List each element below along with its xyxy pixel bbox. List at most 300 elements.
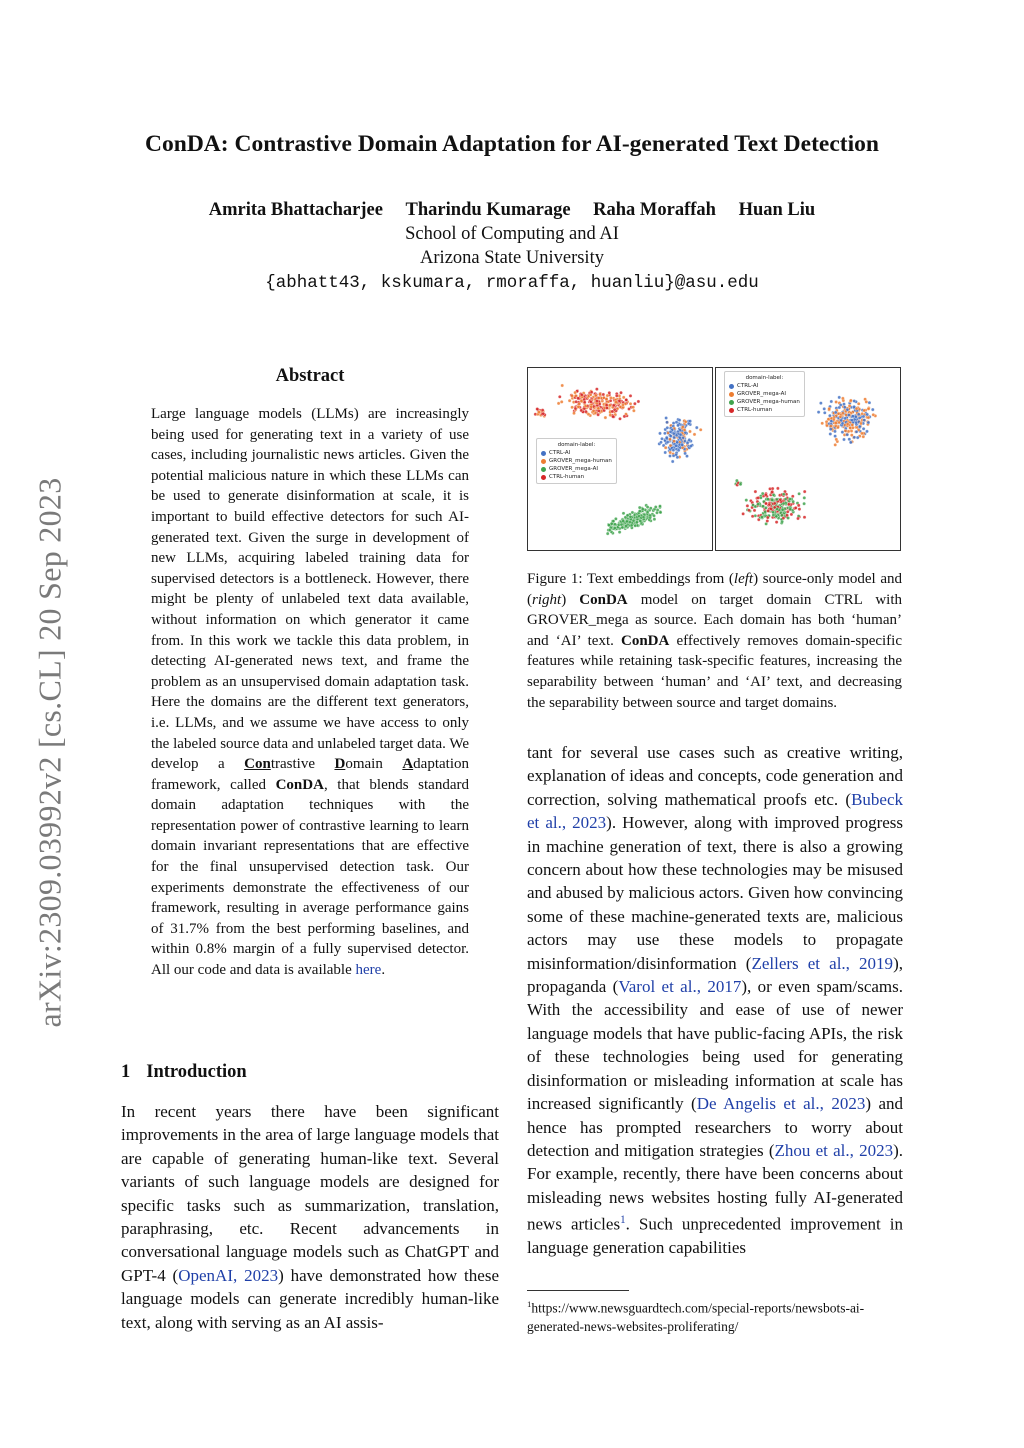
embedding-point <box>676 456 679 459</box>
embedding-point <box>823 411 826 414</box>
embedding-point <box>629 394 632 397</box>
legend-title: domain-label: <box>557 442 596 448</box>
citation-link[interactable]: Zhou et al., 2023 <box>774 1140 894 1160</box>
embedding-point <box>602 393 605 396</box>
embedding-point <box>849 441 852 444</box>
code-data-link[interactable]: here <box>355 962 382 979</box>
embedding-point <box>621 403 624 406</box>
embedding-point <box>847 430 850 433</box>
author: Raha Moraffah <box>593 200 716 220</box>
embedding-point <box>654 505 657 508</box>
embedding-point <box>571 406 574 409</box>
embedding-point <box>560 400 563 403</box>
embedding-point <box>572 412 575 415</box>
legend-dot <box>729 384 734 389</box>
embedding-point <box>638 506 641 509</box>
legend-dot <box>541 459 546 464</box>
embedding-point <box>854 415 857 418</box>
author-list <box>0 200 1024 221</box>
embedding-point <box>756 503 759 506</box>
embedding-point <box>597 413 600 416</box>
embedding-point <box>754 505 757 508</box>
embedding-point <box>862 415 865 418</box>
embedding-point <box>766 509 769 512</box>
author-emails: {abhatt43, kskumara, rmoraffa, huanliu}@asu.edu <box>265 273 759 293</box>
embedding-point <box>672 422 675 425</box>
embedding-point <box>665 416 668 419</box>
caption-part: model on target domain CTRL with GROVER_mega as source. Each domain has both ‘human’ and ‘AI’ text. <box>527 591 902 649</box>
embedding-point <box>862 435 865 438</box>
embedding-point <box>620 523 623 526</box>
embedding-point <box>634 524 637 527</box>
legend-entry <box>541 473 612 481</box>
legend-dot <box>729 400 734 405</box>
embedding-point <box>629 515 632 518</box>
embedding-point <box>689 445 692 448</box>
embedding-point <box>609 399 612 402</box>
embedding-point <box>675 444 678 447</box>
embedding-point <box>866 413 869 416</box>
footnote-number: 1 <box>527 1299 532 1309</box>
embedding-point <box>835 438 838 441</box>
conda-name: ConDA <box>620 632 670 649</box>
embedding-plot-right <box>715 367 901 551</box>
embedding-point <box>673 440 676 443</box>
embedding-point <box>666 426 669 429</box>
embedding-point <box>571 394 574 397</box>
embedding-point <box>608 391 611 394</box>
embedding-point <box>797 504 800 507</box>
legend-right <box>724 371 805 417</box>
embedding-point <box>665 436 668 439</box>
embedding-point <box>760 515 763 518</box>
embedding-point <box>853 399 856 402</box>
body-part: tant for several use cases such as creative writing, explanation of ideas and concepts, code generation and correction, solving mathematical proofs etc. ( <box>527 743 903 809</box>
embedding-point <box>798 508 801 511</box>
citation-link[interactable]: Bubeck et al., 2023 <box>527 789 903 833</box>
embedding-point <box>583 398 586 401</box>
embedding-point <box>829 425 832 428</box>
embedding-point <box>789 508 792 511</box>
embedding-point <box>618 531 621 534</box>
embedding-point <box>649 514 652 517</box>
abstract-part: daptation framework, called <box>151 756 469 793</box>
embedding-point <box>833 430 836 433</box>
embedding-point <box>747 509 750 512</box>
embedding-point <box>788 497 791 500</box>
embedding-point <box>851 415 854 418</box>
embedding-point <box>867 407 870 410</box>
footnote-rule <box>527 1290 629 1291</box>
embedding-point <box>592 409 595 412</box>
legend-left <box>536 438 617 484</box>
embedding-point <box>612 404 615 407</box>
embedding-point <box>766 519 769 522</box>
legend-dot <box>541 475 546 480</box>
embedding-point <box>637 400 640 403</box>
legend-dot <box>729 392 734 397</box>
embedding-point <box>771 490 774 493</box>
embedding-point <box>771 498 774 501</box>
embedding-point <box>574 391 577 394</box>
embedding-point <box>848 404 851 407</box>
embedding-point <box>849 426 852 429</box>
embedding-point <box>635 521 638 524</box>
embedding-point <box>840 419 843 422</box>
embedding-point <box>652 514 655 517</box>
embedding-point <box>622 512 625 515</box>
embedding-point <box>590 405 593 408</box>
embedding-point <box>675 421 678 424</box>
embedding-point <box>623 415 626 418</box>
affiliation-university: Arizona State University <box>420 248 604 268</box>
embedding-point <box>668 454 671 457</box>
embedding-point <box>825 424 828 427</box>
arxiv-identifier: arXiv:2309.03992v2 [cs.CL] 20 Sep 2023 <box>31 476 68 1028</box>
legend-entry <box>729 390 800 398</box>
embedding-point <box>803 502 806 505</box>
legend-entry <box>541 465 612 473</box>
embedding-point <box>742 512 745 515</box>
legend-label: CTRL-human <box>549 474 585 480</box>
figure-caption <box>527 569 902 713</box>
embedding-point <box>618 417 621 420</box>
embedding-point <box>672 436 675 439</box>
legend-label: GROVER_mega-AI <box>737 391 786 397</box>
embedding-plot-left <box>527 367 713 551</box>
embedding-point <box>803 516 806 519</box>
embedding-point <box>847 413 850 416</box>
embedding-point <box>688 430 691 433</box>
embedding-point <box>827 418 830 421</box>
embedding-point <box>646 511 649 514</box>
citation-link[interactable]: Zellers et al., 2019 <box>751 953 894 973</box>
embedding-point <box>766 498 769 501</box>
embedding-point <box>781 508 784 511</box>
embedding-point <box>536 407 539 410</box>
embedding-point <box>665 421 668 424</box>
figure-1 <box>527 367 901 551</box>
caption-part: ) source-only model and ( <box>527 571 902 608</box>
embedding-point <box>624 516 627 519</box>
embedding-point <box>846 433 849 436</box>
embedding-point <box>858 416 861 419</box>
embedding-point <box>612 520 615 523</box>
legend-label: CTRL-human <box>737 407 773 413</box>
embedding-point <box>622 396 625 399</box>
embedding-point <box>821 422 824 425</box>
embedding-point <box>587 413 590 416</box>
author: Tharindu Kumarage <box>405 200 571 220</box>
embedding-point <box>653 518 656 521</box>
embedding-point <box>589 400 592 403</box>
embedding-point <box>629 402 632 405</box>
embedding-point <box>664 446 667 449</box>
embedding-point <box>583 401 586 404</box>
embedding-point <box>754 490 757 493</box>
embedding-point <box>765 522 768 525</box>
body-part: ) and hence has prompted researchers to worry about detection and mitigation strategies ( <box>527 1094 903 1160</box>
embedding-point <box>660 437 663 440</box>
caption-part: Figure 1: Text embeddings from ( <box>527 571 734 587</box>
embedding-point <box>679 433 682 436</box>
embedding-point <box>798 492 801 495</box>
embedding-point <box>632 409 635 412</box>
embedding-point <box>823 407 826 410</box>
caption-left: left <box>733 571 754 587</box>
embedding-point <box>632 519 635 522</box>
embedding-point <box>871 408 874 411</box>
embedding-point <box>699 428 702 431</box>
embedding-point <box>604 416 607 419</box>
intro-part: ) have demonstrated how these language models can generate incredibly human-like text, along with serving as an AI assis- <box>121 1265 499 1332</box>
embedding-point <box>766 516 769 519</box>
legend-label: CTRL-AI <box>737 383 759 389</box>
body-part: . Such unprecedented improvement in language generation capabilities <box>527 1214 903 1258</box>
embedding-point <box>828 407 831 410</box>
embedding-point <box>658 432 661 435</box>
embedding-point <box>846 422 849 425</box>
embedding-point <box>856 436 859 439</box>
legend-entry <box>729 406 800 414</box>
citation-link[interactable]: Varol et al., 2017 <box>618 977 742 997</box>
embedding-point <box>794 506 797 509</box>
embedding-point <box>537 411 540 414</box>
embedding-point <box>568 399 571 402</box>
embedding-point <box>761 505 764 508</box>
embedding-point <box>770 507 773 510</box>
section-number: 1 <box>121 1062 131 1082</box>
legend-entry <box>729 382 800 390</box>
embedding-point <box>614 517 617 520</box>
body-part: ), propaganda ( <box>527 953 903 997</box>
embedding-point <box>773 502 776 505</box>
embedding-point <box>598 393 601 396</box>
embedding-point <box>656 508 659 511</box>
embedding-point <box>761 492 764 495</box>
embedding-point <box>786 514 789 517</box>
embedding-point <box>839 415 842 418</box>
embedding-point <box>838 396 841 399</box>
embedding-point <box>622 520 625 523</box>
embedding-point <box>693 433 696 436</box>
legend-dot <box>729 408 734 413</box>
embedding-point <box>619 391 622 394</box>
embedding-point <box>862 427 865 430</box>
embedding-point <box>829 428 832 431</box>
embedding-point <box>576 397 579 400</box>
embedding-point <box>669 435 672 438</box>
embedding-point <box>574 394 577 397</box>
embedding-point <box>676 424 679 427</box>
embedding-point <box>853 436 856 439</box>
embedding-point <box>609 396 612 399</box>
footnote-marker[interactable]: 1 <box>620 1214 626 1227</box>
embedding-point <box>646 506 649 509</box>
embedding-point <box>664 451 667 454</box>
embedding-point <box>780 514 783 517</box>
affiliation-school: School of Computing and AI <box>405 224 619 244</box>
embedding-point <box>614 401 617 404</box>
embedding-point <box>658 505 661 508</box>
embedding-point <box>751 515 754 518</box>
citation-link[interactable]: OpenAI, 2023 <box>178 1265 279 1285</box>
legend-entry <box>729 398 800 406</box>
embedding-point <box>868 401 871 404</box>
embedding-point <box>678 436 681 439</box>
embedding-point <box>609 414 612 417</box>
embedding-point <box>541 409 544 412</box>
legend-title: domain-label: <box>745 375 784 381</box>
acronym-letter: A <box>402 756 414 773</box>
embedding-point <box>757 496 760 499</box>
embedding-point <box>672 454 675 457</box>
embedding-point <box>834 421 837 424</box>
embedding-point <box>608 404 611 407</box>
embedding-point <box>746 504 749 507</box>
acronym-letter: D <box>334 756 346 773</box>
embedding-point <box>829 432 832 435</box>
embedding-point <box>863 409 866 412</box>
embedding-point <box>841 422 844 425</box>
embedding-point <box>590 391 593 394</box>
intro-part: In recent years there have been significant improvements in the area of large language models that are capable of generating human-like text. Several variants of such language models are designed for specific tasks such as summarization, translation, paraphrasing, etc. Recent advancements in conversational language models such as ChatGPT and GPT-4 ( <box>121 1102 499 1285</box>
embedding-point <box>689 420 692 423</box>
embedding-point <box>834 443 837 446</box>
embedding-point <box>867 421 870 424</box>
embedding-point <box>764 493 767 496</box>
legend-label: CTRL-AI <box>549 450 571 456</box>
embedding-point <box>858 425 861 428</box>
embedding-point <box>753 509 756 512</box>
abstract-part: , that blends standard domain adaptation techniques with the representation power of contrastive learning to learn domain invariant representations that are effective for the final unsupervised detection task. Our experiments demonstrate the effectiveness of our framework, resulting in average performance gains of 31.7% from the best performing baselines, and within 0.8% margin of a fully supervised detector. All our code and data is available <box>151 776 469 979</box>
embedding-point <box>739 483 742 486</box>
legend-label: GROVER_mega-human <box>549 458 612 464</box>
embedding-point <box>684 420 687 423</box>
conda-name: ConDA <box>579 591 628 608</box>
embedding-point <box>784 498 787 501</box>
legend-dot <box>541 467 546 472</box>
embedding-point <box>642 516 645 519</box>
embedding-point <box>796 517 799 520</box>
embedding-point <box>611 410 614 413</box>
embedding-point <box>639 519 642 522</box>
embedding-point <box>595 400 598 403</box>
embedding-point <box>853 405 856 408</box>
embedding-point <box>627 407 630 410</box>
embedding-point <box>834 411 837 414</box>
embedding-point <box>688 438 691 441</box>
embedding-point <box>775 521 778 524</box>
embedding-point <box>669 451 672 454</box>
embedding-point <box>834 435 837 438</box>
embedding-point <box>561 384 564 387</box>
embedding-point <box>775 498 778 501</box>
embedding-point <box>803 496 806 499</box>
embedding-point <box>771 487 774 490</box>
abstract-part: trastive <box>270 756 335 773</box>
author: Huan Liu <box>738 200 816 220</box>
legend-dot <box>541 451 546 456</box>
embedding-point <box>558 395 561 398</box>
embedding-point <box>830 400 833 403</box>
embedding-point <box>659 511 662 514</box>
embedding-point <box>863 419 866 422</box>
abstract-heading: Abstract <box>275 366 345 386</box>
embedding-point <box>844 429 847 432</box>
embedding-point <box>605 404 608 407</box>
embedding-point <box>681 443 684 446</box>
embedding-point <box>672 449 675 452</box>
acronym-letter: Con <box>244 756 271 773</box>
embedding-point <box>666 441 669 444</box>
embedding-point <box>867 416 870 419</box>
embedding-point <box>855 430 858 433</box>
embedding-point <box>860 432 863 435</box>
embedding-point <box>580 393 583 396</box>
section-title: Introduction <box>146 1062 247 1082</box>
embedding-point <box>597 397 600 400</box>
right-column-text <box>527 741 903 1260</box>
embedding-point <box>817 411 820 414</box>
embedding-point <box>841 412 844 415</box>
embedding-point <box>846 408 849 411</box>
embedding-point <box>848 438 851 441</box>
embedding-point <box>608 529 611 532</box>
embedding-point <box>628 521 631 524</box>
embedding-point <box>625 524 628 527</box>
embedding-point <box>819 402 822 405</box>
section-heading-introduction <box>121 1062 501 1083</box>
embedding-point <box>613 526 616 529</box>
embedding-point <box>577 405 580 408</box>
embedding-point <box>580 409 583 412</box>
embedding-point <box>638 510 641 513</box>
footnote-url[interactable]: https://www.newsguardtech.com/special-reports/newsbots-ai-generated-news-websites-proliferating/ <box>527 1300 865 1334</box>
embedding-point <box>663 432 666 435</box>
body-part: ). For example, recently, there have been concerns about misleading news websites hosting fully AI-generated news articles <box>527 1140 903 1234</box>
embedding-point <box>849 399 852 402</box>
citation-link[interactable]: De Angelis et al., 2023 <box>696 1094 866 1114</box>
embedding-point <box>828 414 831 417</box>
body-part: ), or even spam/scams. With the accessibility and ease of use of newer language models that have public-facing APIs, the risk of these technologies being used for generating disinformation or misleading information at scale has increased significantly ( <box>527 977 904 1114</box>
embedding-point <box>659 441 662 444</box>
embedding-point <box>677 449 680 452</box>
embedding-point <box>776 487 779 490</box>
embedding-point <box>671 460 674 463</box>
embedding-point <box>605 398 608 401</box>
embedding-point <box>790 513 793 516</box>
legend-label: GROVER_mega-human <box>737 399 800 405</box>
embedding-point <box>872 413 875 416</box>
embedding-point <box>614 523 617 526</box>
embedding-point <box>685 455 688 458</box>
embedding-point <box>597 407 600 410</box>
embedding-point <box>841 397 844 400</box>
embedding-point <box>775 515 778 518</box>
embedding-point <box>786 510 789 513</box>
embedding-point <box>630 524 633 527</box>
arxiv-side-stamp <box>22 452 78 1052</box>
paper-title: ConDA: Contrastive Domain Adaptation for AI-generated Text Detection <box>145 131 879 157</box>
abstract-part: . <box>381 962 386 979</box>
embedding-point <box>676 441 679 444</box>
embedding-point <box>857 402 860 405</box>
embedding-point <box>606 394 609 397</box>
embedding-point <box>575 400 578 403</box>
abstract-part: omain <box>345 756 403 773</box>
embedding-point <box>773 506 776 509</box>
